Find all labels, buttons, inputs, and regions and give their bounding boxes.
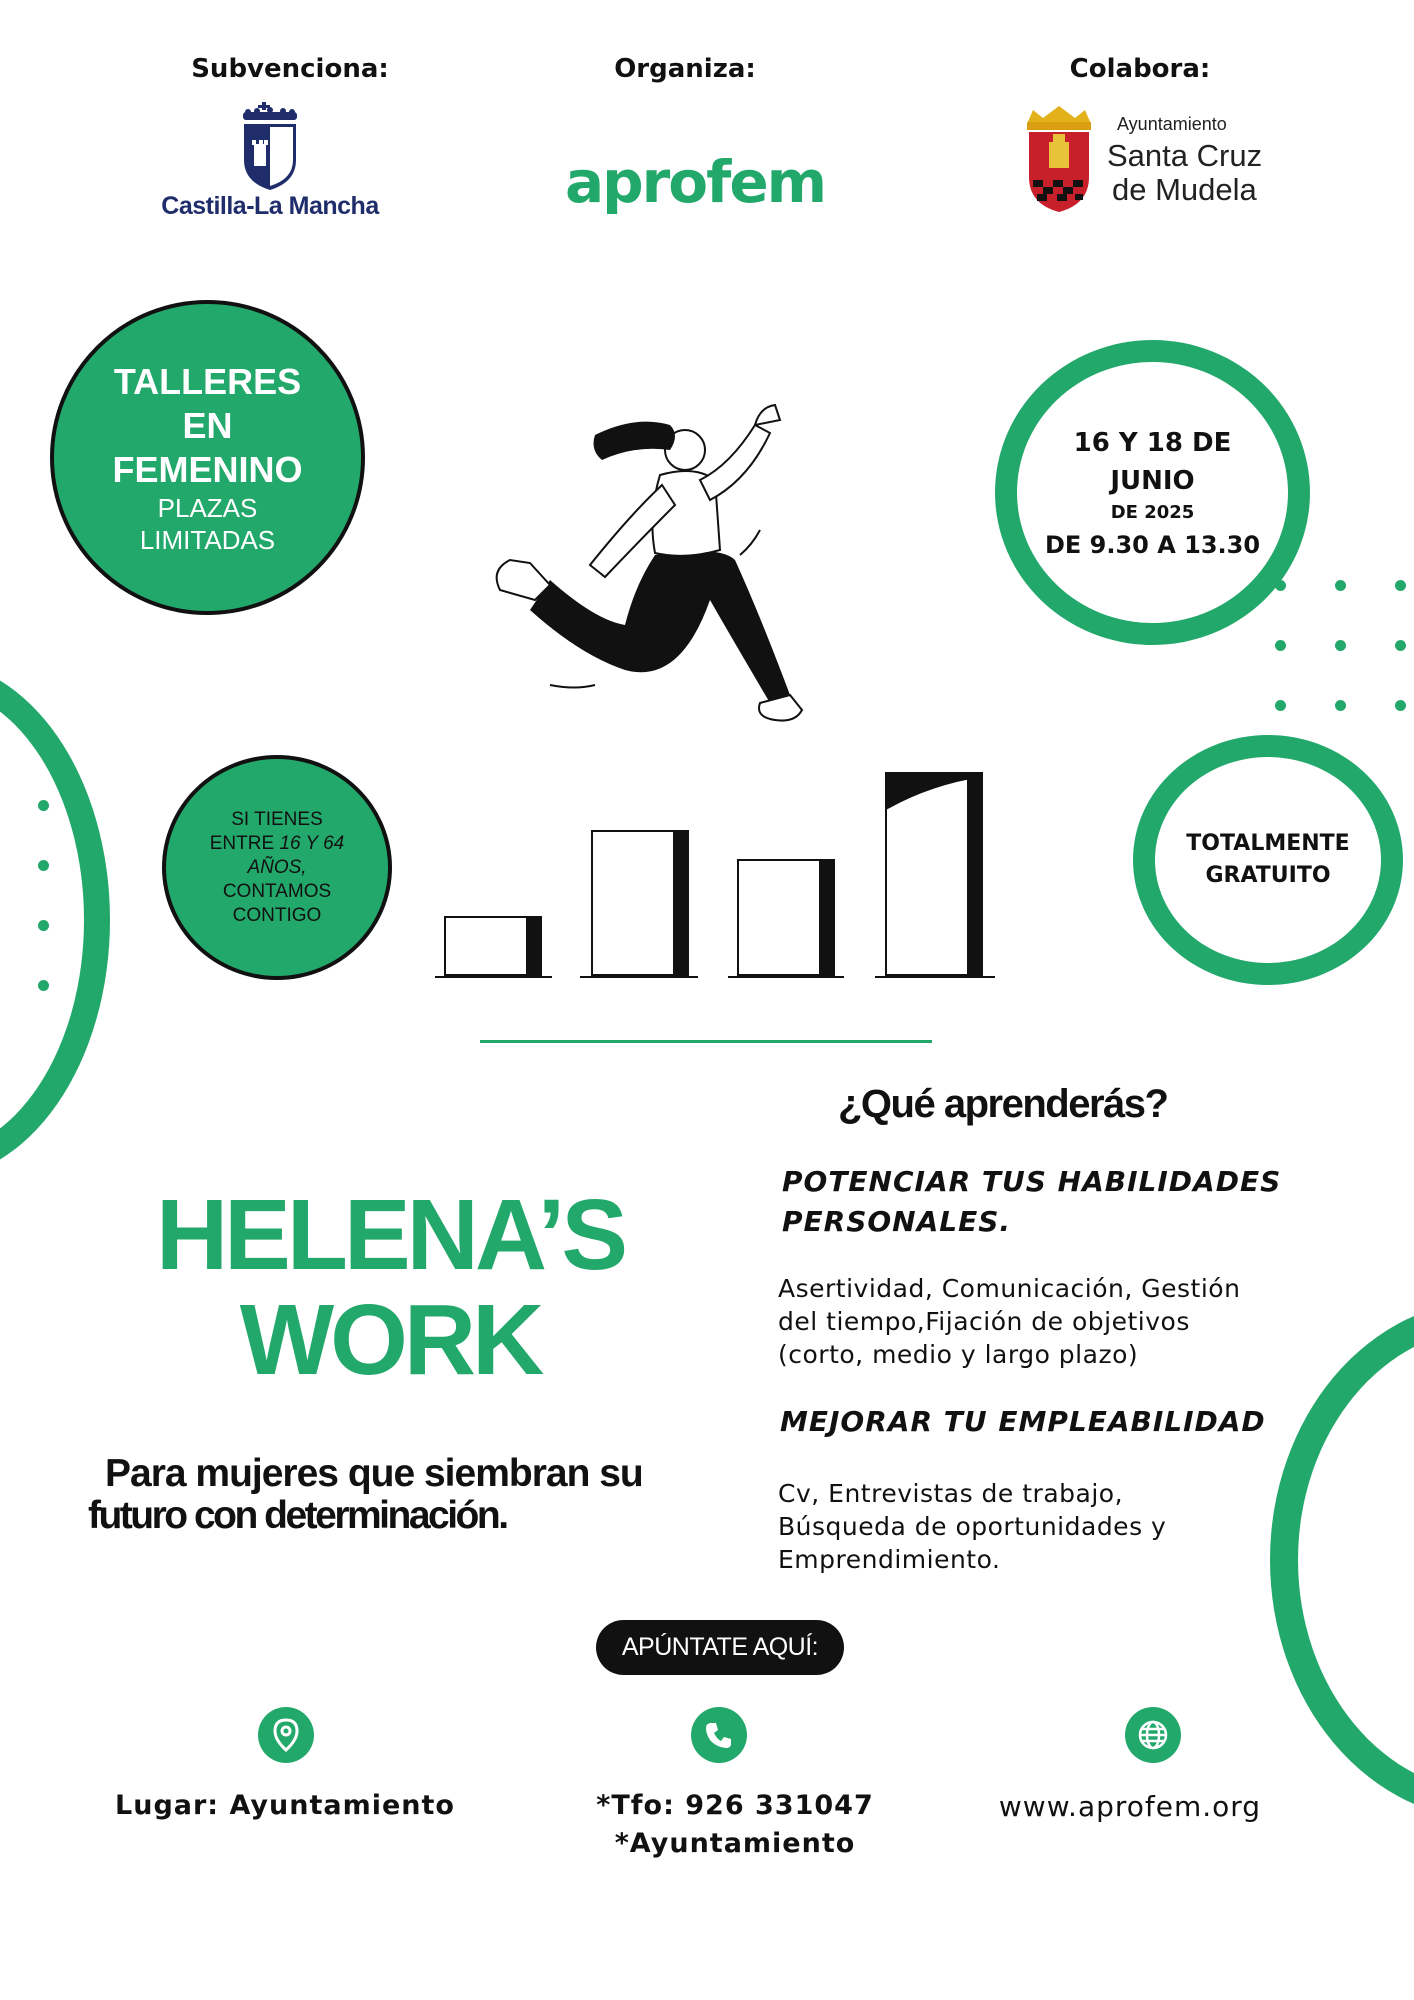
- talleres-line3: FEMENINO: [112, 448, 303, 490]
- decor-dot: [38, 980, 49, 991]
- learn-heading: ¿Qué aprenderás?: [838, 1082, 1168, 1126]
- badge-talleres: [50, 300, 365, 615]
- signup-button-label: APÚNTATE AQUÍ:: [621, 1633, 819, 1661]
- contact-website[interactable]: www.aprofem.org: [998, 1790, 1262, 1823]
- globe-icon[interactable]: [1125, 1707, 1181, 1763]
- decor-dot: [1335, 640, 1346, 651]
- logo-ayuntamiento: [1015, 100, 1270, 218]
- phone-icon[interactable]: [691, 1707, 747, 1763]
- edad-line5: CONTIGO: [232, 904, 322, 926]
- decor-dot: [1275, 700, 1286, 711]
- main-title-line2: WORK: [239, 1284, 541, 1396]
- learn-section2-title: MEJORAR TU EMPLEABILIDAD: [780, 1405, 1266, 1438]
- signup-button[interactable]: [596, 1620, 844, 1675]
- coat-of-arms-icon: [1019, 102, 1099, 217]
- colabora-label: Colabora:: [1069, 54, 1211, 84]
- learn-section1-body-line1: Asertividad, Comunicación, Gestión: [778, 1274, 1241, 1303]
- fecha-line1: 16 Y 18 DE: [1073, 427, 1232, 458]
- contact-phone-line2: *Ayuntamiento: [614, 1828, 856, 1859]
- talleres-line2: EN: [182, 404, 233, 446]
- learn-section1-title-line2: PERSONALES.: [782, 1205, 1012, 1238]
- gratuito-line2: GRATUITO: [1205, 863, 1331, 888]
- edad-line2b: 16 Y 64: [279, 832, 345, 854]
- decor-dot: [38, 860, 49, 871]
- edad-line3: AÑOS,: [247, 856, 307, 878]
- badge-fecha: [995, 340, 1310, 645]
- talleres-line4: PLAZAS: [157, 492, 258, 523]
- fecha-line4: DE 9.30 A 13.30: [1044, 530, 1261, 559]
- jumping-woman-illustration: [430, 385, 1010, 985]
- talleres-line1: TALLERES: [113, 360, 302, 402]
- logo-clm-text: Castilla-La Mancha: [161, 192, 379, 220]
- decor-dot: [1395, 580, 1406, 591]
- decor-dot: [38, 920, 49, 931]
- ayto-line2: de Mudela: [1112, 172, 1257, 207]
- logo-castilla-la-mancha: [160, 100, 380, 230]
- badge-edad: [162, 755, 392, 980]
- decor-dot: [38, 800, 49, 811]
- decor-ring-left: [0, 660, 110, 1180]
- ayto-line1: Santa Cruz: [1107, 138, 1263, 173]
- organiza-label: Organiza:: [614, 54, 756, 84]
- learn-section1-title-line1: POTENCIAR TUS HABILIDADES: [782, 1165, 1282, 1198]
- decor-dot: [1275, 640, 1286, 651]
- edad-line1: SI TIENES: [231, 808, 323, 830]
- talleres-line5: LIMITADAS: [139, 524, 276, 555]
- contact-phone-line1[interactable]: *Tfo: 926 331047: [596, 1790, 874, 1821]
- learn-section1-body-line3: (corto, medio y largo plazo): [778, 1340, 1139, 1369]
- badge-gratuito: [1133, 735, 1403, 985]
- learn-section2-body-line3: Emprendimiento.: [778, 1545, 1001, 1574]
- decor-dot: [1395, 700, 1406, 711]
- learn-section1-body-line2: del tiempo,Fijación de objetivos: [778, 1307, 1190, 1336]
- decor-ring-right: [1270, 1300, 1414, 1820]
- decor-dot: [1335, 700, 1346, 711]
- learn-section2-body-line2: Búsqueda de oportunidades y: [778, 1512, 1167, 1541]
- edad-line4: CONTAMOS: [222, 880, 332, 902]
- main-title-line1: HELENA’S: [155, 1179, 625, 1291]
- subvenciona-label: Subvenciona:: [191, 54, 389, 84]
- gratuito-line1: TOTALMENTE: [1186, 831, 1350, 856]
- tagline-line2: futuro con determinación.: [88, 1494, 507, 1537]
- decor-dot: [1335, 580, 1346, 591]
- location-pin-icon: [258, 1707, 314, 1763]
- fecha-line3: DE 2025: [1110, 501, 1195, 523]
- learn-section2-body-line1: Cv, Entrevistas de trabajo,: [778, 1479, 1124, 1508]
- tagline-line1: Para mujeres que siembran su: [105, 1452, 643, 1495]
- edad-line2: [210, 832, 345, 856]
- contact-location: Lugar: Ayuntamiento: [115, 1790, 455, 1821]
- fecha-line2: JUNIO: [1110, 465, 1195, 496]
- ayto-small-label: Ayuntamiento: [1117, 114, 1227, 134]
- logo-aprofem: aprofem: [565, 148, 826, 216]
- castle-shield-icon: [160, 100, 380, 195]
- decor-dot: [1395, 640, 1406, 651]
- divider-line: [480, 1040, 932, 1043]
- edad-line2a: ENTRE: [209, 832, 280, 854]
